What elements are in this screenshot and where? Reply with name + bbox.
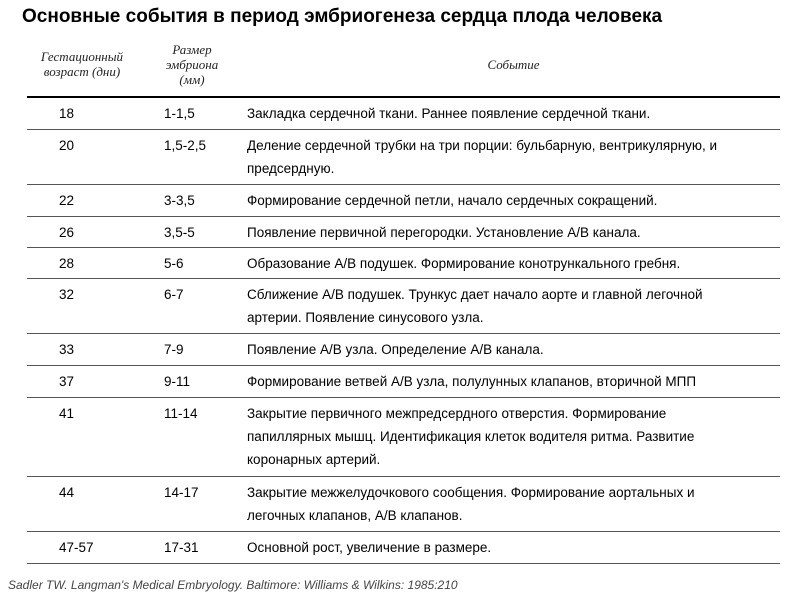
cell-age: 20 bbox=[59, 138, 75, 153]
cell-size: 3-3,5 bbox=[164, 193, 195, 208]
cell-event bbox=[247, 130, 780, 184]
table-row bbox=[27, 532, 780, 564]
cell-age: 32 bbox=[59, 287, 75, 302]
cell-age: 44 bbox=[59, 485, 75, 500]
event-line: легочных клапанов, А/В клапанов. bbox=[247, 508, 463, 523]
event-line: Формирование ветвей А/В узла, полулунных клапанов, вторичной МПП bbox=[247, 374, 697, 389]
cell-age: 22 bbox=[59, 193, 75, 208]
event-line: Сближение А/В подушек. Трункус дает начало аорте и главной легочной bbox=[247, 287, 703, 302]
header-event: Событие bbox=[487, 56, 540, 72]
header-size-line: Размер bbox=[172, 41, 212, 57]
event-line: предсердную. bbox=[247, 161, 335, 176]
table-row bbox=[27, 98, 780, 130]
cell-size: 7-9 bbox=[164, 342, 184, 357]
event-line: Появление А/В узла. Определение А/В канала. bbox=[247, 342, 544, 357]
table-row bbox=[27, 185, 780, 217]
table-row bbox=[27, 248, 780, 279]
cell-size: 9-11 bbox=[164, 374, 191, 389]
cell-age: 33 bbox=[59, 342, 75, 357]
cell-age: 18 bbox=[59, 106, 75, 121]
cell-size: 5-6 bbox=[164, 256, 184, 271]
cell-event bbox=[247, 248, 780, 278]
page-title: Основные события в период эмбриогенеза сердца плода человека bbox=[22, 6, 663, 27]
table-row bbox=[27, 130, 780, 185]
table-row bbox=[27, 334, 780, 366]
cell-event bbox=[247, 98, 780, 129]
cell-size: 17-31 bbox=[164, 540, 199, 555]
cell-event bbox=[247, 366, 780, 397]
header-size-line: эмбриона bbox=[165, 56, 219, 72]
cell-event bbox=[247, 185, 780, 216]
event-line: Закрытие первичного межпредсердного отверстия. Формирование bbox=[247, 406, 667, 421]
table-row bbox=[27, 279, 780, 334]
cell-age: 28 bbox=[59, 256, 75, 271]
cell-age: 37 bbox=[59, 374, 75, 389]
cell-size: 3,5-5 bbox=[164, 225, 195, 240]
cell-event bbox=[247, 398, 780, 476]
cell-size: 1-1,5 bbox=[164, 106, 195, 121]
cell-size: 11-14 bbox=[164, 406, 198, 421]
event-line: Закладка сердечной ткани. Раннее появление сердечной ткани. bbox=[247, 106, 651, 121]
event-line: коронарных артерий. bbox=[247, 452, 381, 467]
cell-size: 6-7 bbox=[164, 287, 184, 302]
header-size-line: (мм) bbox=[179, 71, 205, 87]
event-line: Появление первичной перегородки. Установление А/В канала. bbox=[247, 225, 641, 240]
cell-age: 41 bbox=[59, 406, 75, 421]
table-row bbox=[27, 366, 780, 398]
cell-event bbox=[247, 217, 780, 247]
header-age-line: возраст (дни) bbox=[43, 64, 121, 79]
source-citation: Sadler TW. Langman's Medical Embryology. Baltimore: Williams & Wilkins: 1985:210 bbox=[8, 578, 458, 592]
event-line: Основной рост, увеличение в размере. bbox=[247, 540, 492, 555]
event-line: Формирование сердечной петли, начало сердечных сокращений. bbox=[247, 193, 658, 208]
table-body bbox=[27, 98, 780, 564]
cell-event bbox=[247, 279, 780, 333]
cell-event bbox=[247, 477, 780, 531]
event-line: артерии. Появление синусового узла. bbox=[247, 310, 484, 325]
cell-event bbox=[247, 334, 780, 365]
cell-age: 26 bbox=[59, 225, 75, 240]
table-row bbox=[27, 398, 780, 477]
embryogenesis-table bbox=[27, 32, 780, 564]
table-row bbox=[27, 477, 780, 532]
event-line: Деление сердечной трубки на три порции: бульбарную, вентрикулярную, и bbox=[247, 138, 718, 153]
table-row bbox=[27, 217, 780, 248]
event-line: Закрытие межжелудочкового сообщения. Формирование аортальных и bbox=[247, 485, 695, 500]
cell-event bbox=[247, 532, 780, 563]
table-header bbox=[27, 32, 780, 98]
event-line: Образование А/В подушек. Формирование конотрункального гребня. bbox=[247, 256, 681, 271]
header-gestational-age bbox=[27, 32, 137, 96]
cell-size: 1,5-2,5 bbox=[164, 138, 207, 153]
cell-size: 14-17 bbox=[164, 485, 199, 500]
event-line: папиллярных мышц. Идентификация клеток водителя ритма. Развитие bbox=[247, 429, 695, 444]
header-embryo-size bbox=[137, 32, 247, 96]
cell-age: 47-57 bbox=[59, 540, 94, 555]
header-age-line: Гестационный bbox=[40, 49, 124, 64]
